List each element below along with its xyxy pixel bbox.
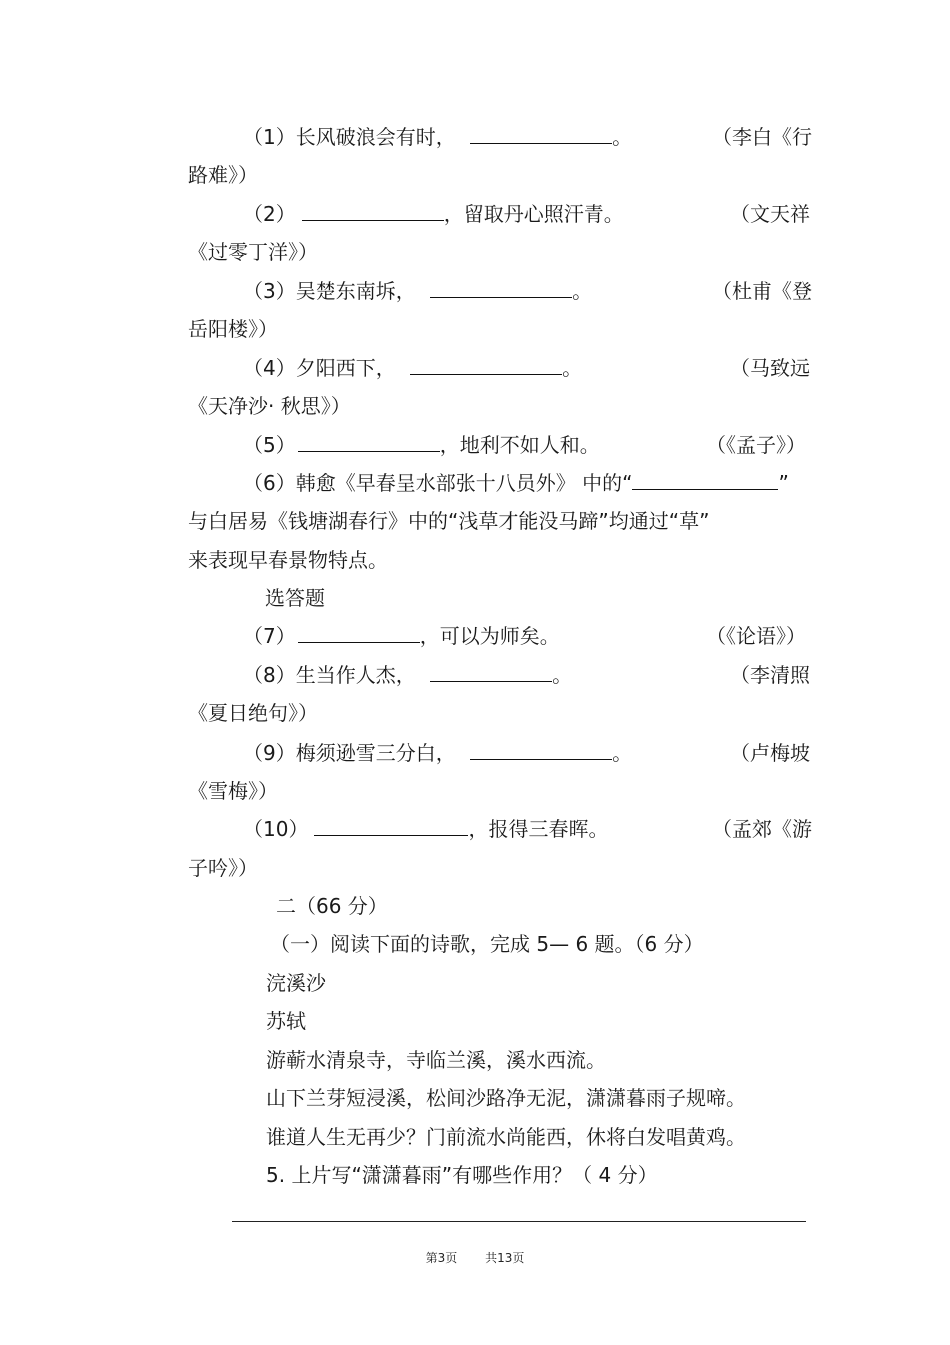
page-number: 第3页 — [425, 1251, 458, 1265]
item-7-source: （《论语》） — [706, 624, 806, 648]
item-9-source: （卢梅坡 — [730, 741, 810, 765]
item-2: （2） ，留取丹心照汗青。 — [243, 202, 624, 226]
item-7: （7） ，可以为师矣。 — [243, 624, 560, 648]
item-8-source-cont: 《夏日绝句》） — [188, 701, 318, 725]
item-4: （4）夕阳西下， 。 — [243, 356, 583, 380]
item-3-source-cont: 岳阳楼》） — [188, 317, 278, 341]
answer-blank-3[interactable] — [430, 279, 572, 298]
item-5: （5） ，地利不如人和。 — [243, 433, 600, 457]
item-4-source: （马致远 — [730, 356, 810, 380]
poem-line-1: 山下兰芽短浸溪，松间沙路净无泥，潇潇暮雨子规啼。 — [266, 1086, 746, 1110]
item-8: （8）生当作人杰， 。 — [243, 663, 573, 687]
item-3: （3）吴楚东南坼， 。 — [243, 279, 593, 303]
item-6-line-3: 来表现早春景物特点。 — [188, 548, 388, 572]
item-6: （6）韩愈《早春呈水部张十八员外》 中的“ ” — [243, 471, 789, 495]
answer-blank-8[interactable] — [430, 663, 552, 682]
section-2-heading: 二（66 分） — [276, 894, 388, 918]
item-2-source: （文天祥 — [730, 202, 810, 226]
item-6-line-2: 与白居易《钱塘湖春行》中的“浅草才能没马蹄”均通过“草” — [188, 509, 710, 533]
item-9-source-cont: 《雪梅》） — [188, 779, 278, 803]
answer-blank-10[interactable] — [314, 817, 468, 836]
item-8-source: （李清照 — [730, 663, 810, 687]
question-5: 5. 上片写“潇潇暮雨”有哪些作用？（ 4 分） — [266, 1163, 658, 1187]
poem-preface: 游蕲水清泉寺，寺临兰溪，溪水西流。 — [266, 1048, 606, 1072]
answer-blank-5[interactable] — [298, 433, 440, 452]
item-10-source: （孟郊《游 — [712, 817, 812, 841]
item-1-source-cont: 路难》） — [188, 163, 258, 187]
poem-author: 苏轼 — [266, 1009, 306, 1033]
page-footer — [0, 1249, 950, 1266]
footer-rule — [232, 1221, 806, 1222]
answer-blank-9[interactable] — [470, 741, 612, 760]
item-1: （1）长风破浪会有时， 。 — [243, 125, 633, 149]
item-10-source-cont: 子吟》） — [188, 856, 258, 880]
answer-blank-6[interactable] — [632, 471, 778, 490]
item-3-source: （杜甫《登 — [712, 279, 812, 303]
answer-blank-4[interactable] — [410, 356, 562, 375]
answer-blank-1[interactable] — [470, 125, 612, 144]
item-1-source: （李白《行 — [712, 125, 812, 149]
poem-title: 浣溪沙 — [266, 971, 326, 995]
poem-line-2: 谁道人生无再少？门前流水尚能西，休将白发唱黄鸡。 — [266, 1125, 746, 1149]
answer-blank-2[interactable] — [302, 202, 444, 221]
item-10: （10） ，报得三春晖。 — [243, 817, 609, 841]
item-9: （9）梅须逊雪三分白， 。 — [243, 741, 633, 765]
optional-section-label: 选答题 — [265, 586, 325, 610]
section-2-subheading: （一）阅读下面的诗歌，完成 5— 6 题。（6 分） — [270, 932, 704, 956]
item-4-source-cont: 《天净沙· 秋思》） — [188, 394, 351, 418]
answer-blank-7[interactable] — [298, 624, 420, 643]
item-5-source: （《孟子》） — [706, 433, 806, 457]
page-total: 共13页 — [485, 1251, 525, 1265]
item-2-source-cont: 《过零丁洋》） — [188, 240, 318, 264]
